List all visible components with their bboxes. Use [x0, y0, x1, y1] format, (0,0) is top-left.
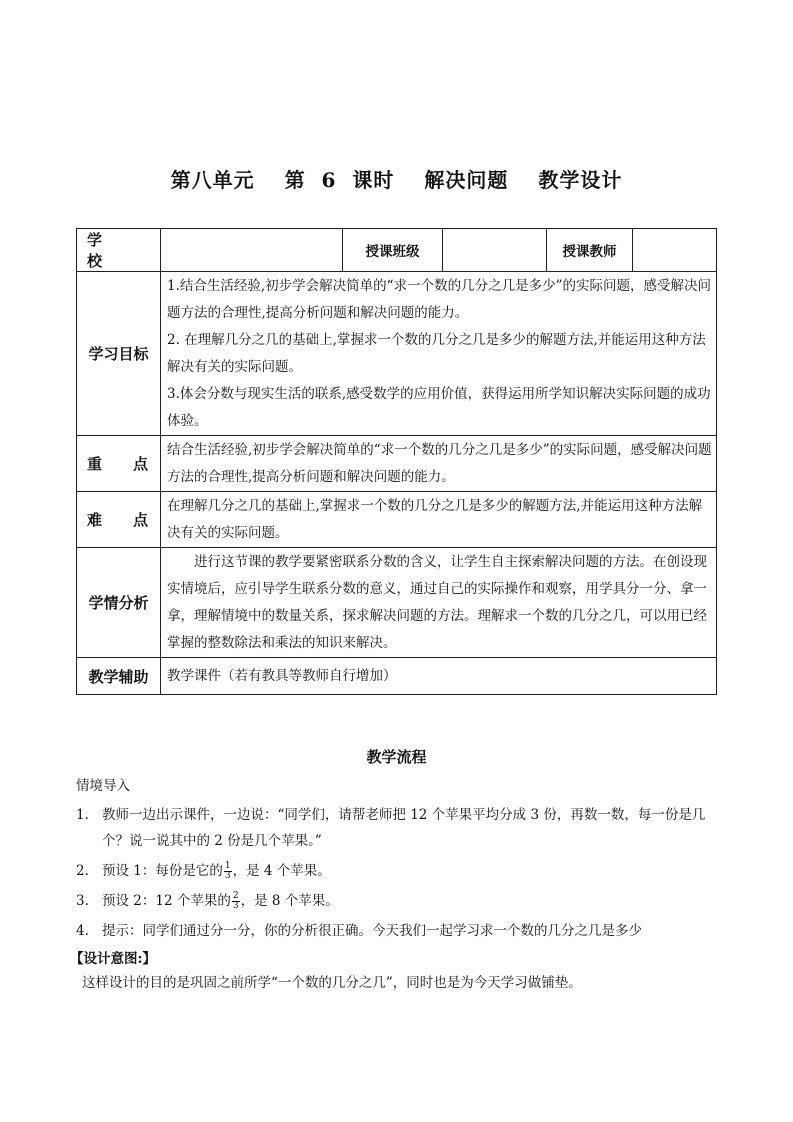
item-text-post: ，是 4 个苹果。	[232, 863, 331, 879]
item-text-pre: 预设 2：12 个苹果的	[102, 893, 231, 909]
difficulty-label: 难 点	[77, 492, 161, 548]
fraction-denominator: 3	[224, 871, 231, 881]
school-label: 学 校	[77, 229, 161, 272]
lesson-info-table	[76, 228, 717, 695]
list-item	[76, 888, 726, 914]
flow-title: 教学流程	[366, 748, 427, 766]
aids-text: 教学课件（若有教具等教师自行增加）	[161, 658, 717, 695]
table-row	[77, 492, 717, 548]
list-item	[76, 802, 726, 854]
title-topic: 解决问题	[424, 168, 509, 192]
analysis-label: 学情分析	[77, 548, 161, 658]
item-text-pre: 预设 1：每份是它的	[102, 863, 223, 879]
goal-item: 2. 在理解几分之几的基础上,掌握求一个数的几分之几是多少的解题方法,并能运用这种方法解决有关的实际问题。	[167, 331, 706, 375]
list-item	[76, 858, 726, 884]
goals-cell	[161, 272, 717, 436]
goal-item: 3.体会分数与现实生活的联系,感受数学的应用价值，获得运用所学知识解决实际问题的成功体验。	[167, 385, 711, 429]
fraction-denominator: 3	[232, 901, 239, 911]
item-text: 教师一边出示课件，一边说：“同学们，请帮老师把 12 个苹果平均分成 3 份，再数一数，每一份是几个？说一说其中的 2 份是几个苹果。”	[102, 807, 706, 849]
fraction	[224, 862, 232, 881]
table-row	[77, 229, 717, 272]
table-row	[77, 272, 717, 436]
class-value	[443, 229, 547, 272]
key-point-text: 结合生活经验,初步学会解决简单的“求一个数的几分之几是多少”的实际问题，感受解决问题方法的合理性,提高分析问题和解决问题的能力。	[161, 436, 717, 492]
document-title	[0, 164, 793, 193]
school-value	[161, 229, 343, 272]
list-item	[76, 918, 726, 944]
item-number: 1.	[76, 807, 89, 823]
fraction-numerator: 2	[232, 891, 239, 901]
design-intent-label: 【设计意图:】	[70, 951, 156, 967]
table-row	[77, 548, 717, 658]
item-number: 4.	[76, 923, 89, 939]
flow-list	[76, 802, 726, 944]
teaching-flow	[70, 776, 726, 996]
goals-label: 学习目标	[77, 272, 161, 436]
title-doc: 教学设计	[538, 168, 623, 192]
aids-label: 教学辅助	[77, 658, 161, 695]
table-row	[77, 436, 717, 492]
item-text-post: ，是 8 个苹果。	[240, 893, 339, 909]
difficulty-text: 在理解几分之几的基础上,掌握求一个数的几分之几是多少的解题方法,并能运用这种方法解决有关的实际问题。	[161, 492, 717, 548]
key-point-label: 重 点	[77, 436, 161, 492]
title-lesson: 第 6 课时	[284, 168, 395, 192]
item-text: 提示：同学们通过分一分，你的分析很正确。今天我们一起学习求一个数的几分之几是多少	[102, 923, 642, 939]
item-number: 3.	[76, 893, 89, 909]
class-label: 授课班级	[343, 229, 443, 272]
table-row	[77, 658, 717, 695]
goal-item: 1.结合生活经验,初步学会解决简单的“求一个数的几分之几是多少”的实际问题，感受解决问题方法的合理性,提高分析问题和解决问题的能力。	[167, 277, 711, 321]
flow-subtitle: 情境导入	[76, 778, 130, 794]
teacher-label: 授课教师	[547, 229, 633, 272]
item-number: 2.	[76, 863, 89, 879]
fraction-numerator: 1	[224, 861, 231, 871]
analysis-text: 进行这节课的教学要紧密联系分数的含义，让学生自主探索解决问题的方法。在创设现实情境后，应引导学生联系分数的意义，通过自己的实际操作和观察，用学具分一分、拿一拿，理解情境中的数量关系，探求解决问题的方法。理解求一个数的几分之几，可以用已经掌握的整数除法和乘法的知识来解决。	[161, 548, 717, 658]
design-intent-text: 这样设计的目的是巩固之前所学“一个数的几分之几”，同时也是为今天学习做铺垫。	[82, 975, 582, 991]
teacher-value	[633, 229, 717, 272]
title-unit: 第八单元	[170, 168, 255, 192]
fraction	[232, 892, 240, 911]
